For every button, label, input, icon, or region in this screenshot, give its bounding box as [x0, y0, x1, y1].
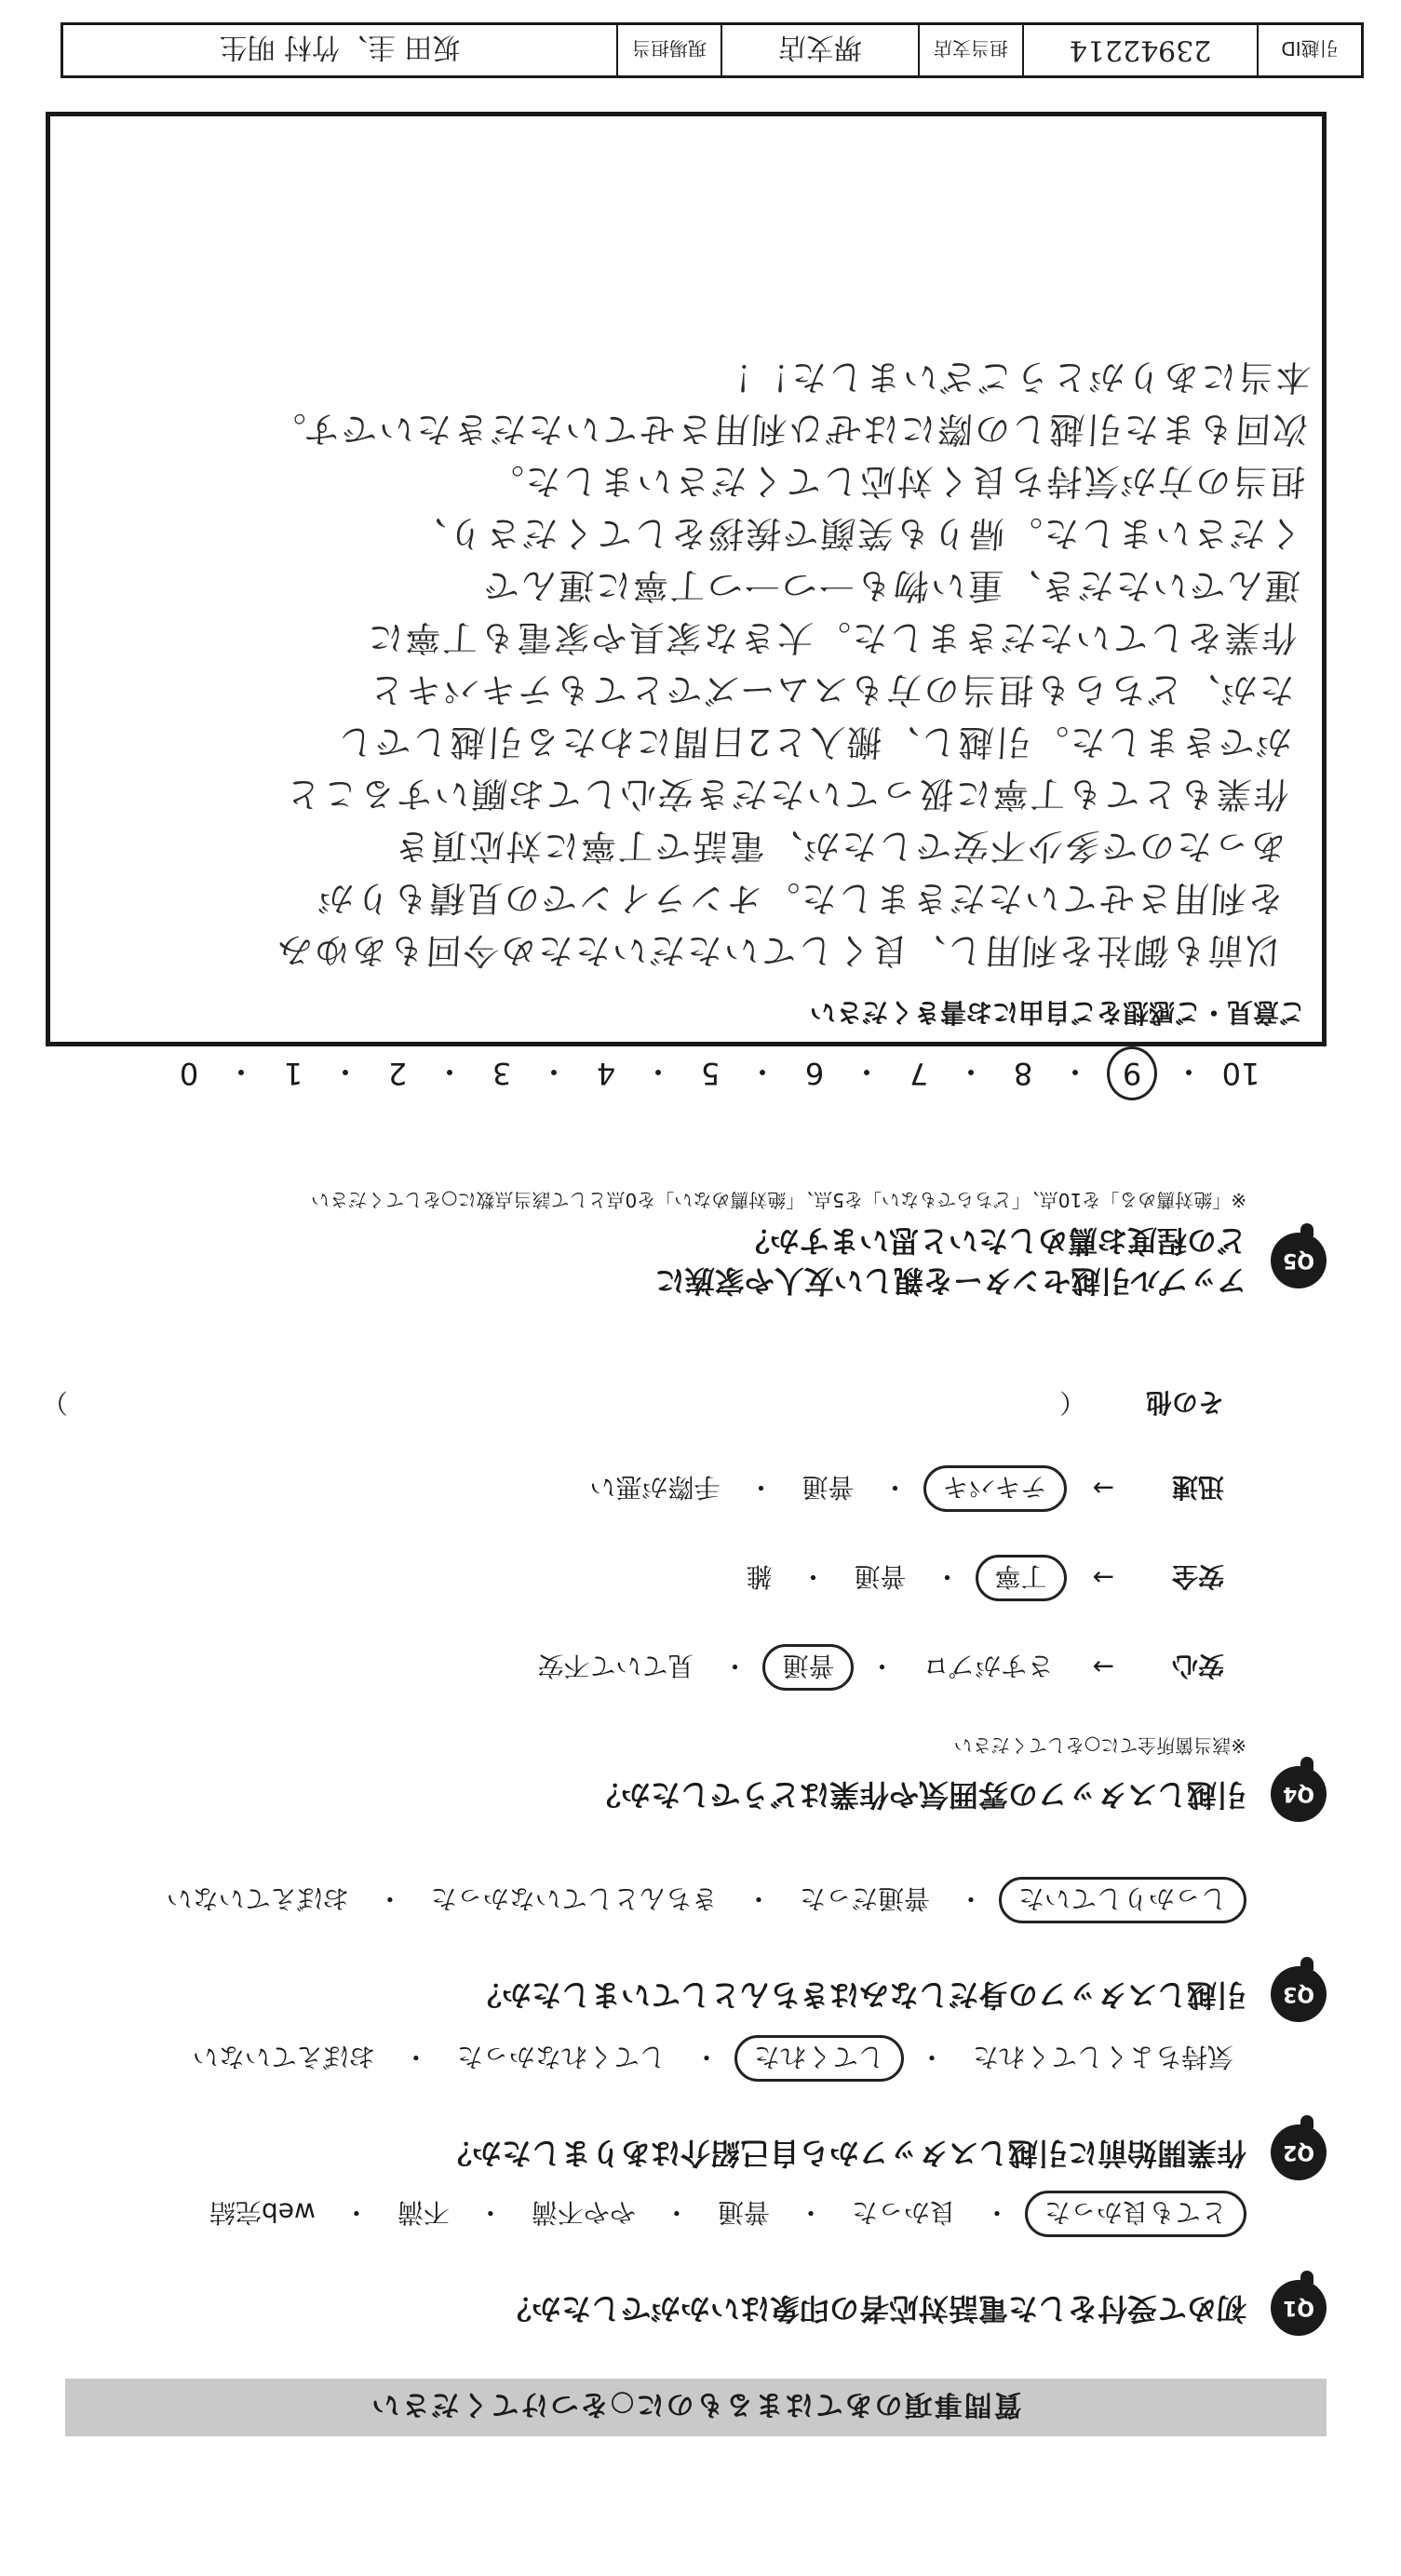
- q4-option[interactable]: 手際が悪い: [589, 1472, 721, 1503]
- q4-option[interactable]: 雑: [746, 1561, 773, 1592]
- q5-score[interactable]: 0: [179, 1056, 199, 1091]
- id-table: [61, 22, 1364, 78]
- q5-text-line2: どの程度お薦めしたいと思いますか？: [739, 1222, 1246, 1259]
- q5-score[interactable]: 3: [492, 1056, 512, 1091]
- comment-line: 運んでいただき、重い物も一つ一つ丁寧に運んで: [480, 565, 1301, 606]
- q1-option[interactable]: やや不満: [531, 2197, 636, 2228]
- q1-option[interactable]: web完結: [209, 2197, 316, 2228]
- q3-option[interactable]: きちんとしていなかった: [430, 1883, 718, 1914]
- q5-text-line1: アップル引越センターを親しい友人や家族に: [654, 1263, 1246, 1299]
- q3-option[interactable]: しっかりしていた: [999, 1877, 1246, 1923]
- q4-other-label: その他: [1145, 1387, 1224, 1418]
- q5-score[interactable]: 8: [1013, 1056, 1033, 1091]
- q4-other-open: （: [1059, 1387, 1086, 1418]
- q5-text: [655, 1221, 1246, 1301]
- q4-badge-icon: Q4: [1271, 1766, 1327, 1822]
- q4-row-jinsoku: 迅速 → テキパキ ・ 普通 ・ 手際が悪い: [42, 1465, 1224, 1512]
- q4-note: ※該当箇所全てに○をしてください: [953, 1734, 1246, 1757]
- comment-title: ご意見・ご感想をご自由にお書きください: [809, 997, 1305, 1028]
- comment-line: 作業をしていただきました。大きな家具や家電も丁寧に: [365, 617, 1299, 658]
- q4-row-anzen: 安全 → 丁寧 ・ 普通 ・ 雑: [42, 1555, 1224, 1601]
- comment-line: くださいました。帰りも笑顔で挨拶をしてくださり、: [408, 513, 1304, 554]
- comment-line: 作業もとても丁寧に扱っていただき安心してお願いすること: [282, 774, 1290, 815]
- comment-line: 本当にありがとうございました！！: [713, 357, 1313, 398]
- branch-value: 堺支店: [721, 25, 918, 75]
- q3-option[interactable]: おぼえていない: [166, 1883, 349, 1914]
- q5-score[interactable]: 7: [909, 1056, 929, 1091]
- comment-line: 以前も御社を利用し、良くしていただいたため今回もあゆみ: [274, 930, 1283, 971]
- q2-option[interactable]: 気持ちよくしてくれた: [972, 2042, 1233, 2072]
- comment-line: たが、どちらも担当の方もスムーズでとてもテキパキと: [366, 669, 1296, 710]
- q1-badge-icon: Q1: [1271, 2280, 1327, 2336]
- q4-option[interactable]: 普通: [802, 1472, 855, 1503]
- q4-category: 安全: [1171, 1561, 1224, 1592]
- arrow-right-icon: →: [1092, 1473, 1114, 1504]
- q1-text: 初めて受付をした電話対応者の印象はいかがでしたか？: [501, 2290, 1246, 2326]
- comment-line: を利用させていただきました。オンラインでの見積もりが: [315, 878, 1285, 919]
- q4-row-anshin: 安心 → さすがプロ ・ 普通 ・ 見ていて不安: [42, 1644, 1224, 1691]
- instruction-text: 質問事項のあてはまるものに○をつけてください: [370, 2388, 1022, 2421]
- question-3: [42, 1877, 1327, 2022]
- q3-option[interactable]: 普通だった: [799, 1883, 930, 1914]
- q5-score[interactable]: 1: [283, 1056, 303, 1091]
- q4-category: 迅速: [1171, 1472, 1224, 1503]
- handwritten-comment: [60, 351, 1312, 977]
- q1-option[interactable]: とても良かった: [1025, 2191, 1246, 2237]
- question-1: [42, 2191, 1327, 2336]
- q4-option[interactable]: 普通: [762, 1644, 854, 1691]
- q4-option[interactable]: テキパキ: [923, 1465, 1067, 1512]
- q1-option[interactable]: 普通: [717, 2197, 770, 2228]
- q5-score[interactable]: 10: [1221, 1056, 1260, 1091]
- q4-category: 安心: [1171, 1651, 1224, 1681]
- q4-option[interactable]: 普通: [854, 1561, 907, 1592]
- q1-option[interactable]: 不満: [397, 2197, 450, 2228]
- q5-score[interactable]: 6: [804, 1056, 825, 1091]
- q5-scale: 10 ・ 9 ・ 8 ・ 7 ・ 6 ・ 5 ・ 4 ・ 3 ・ 2 ・ 1 ・ 0: [168, 1046, 1261, 1100]
- staff-value: 坂田 圭、竹村 明生: [219, 31, 461, 63]
- q2-option[interactable]: してくれた: [734, 2035, 904, 2082]
- question-5: [42, 1188, 1327, 1301]
- q2-option[interactable]: してくれなかった: [456, 2042, 666, 2072]
- comment-line: あったので多少不安でしたが、電話で丁寧に対応頂き: [391, 826, 1287, 867]
- q4-option[interactable]: 見ていて不安: [537, 1651, 694, 1681]
- q4-row-other: [42, 1385, 1224, 1423]
- q4-text: 引越しスタッフの雰囲気や作業はどうでしたか？: [590, 1776, 1246, 1813]
- q5-score[interactable]: 2: [387, 1056, 408, 1091]
- q1-option[interactable]: 良かった: [851, 2197, 956, 2228]
- arrow-right-icon: →: [1092, 1652, 1114, 1683]
- q2-option[interactable]: おぼえていない: [192, 2042, 375, 2072]
- id-value: 23942214: [1022, 25, 1257, 75]
- staff-label: 現場担当: [616, 25, 721, 75]
- q2-badge-icon: Q2: [1271, 2124, 1327, 2180]
- q2-text: 作業開始前に引越しスタッフから自己紹介はありましたか？: [441, 2135, 1246, 2171]
- q4-other-close: ）: [42, 1387, 69, 1418]
- q2-options: 気持ちよくしてくれた ・ してくれた ・ してくれなかった ・ おぼえていない: [42, 2035, 1246, 2082]
- comment-box[interactable]: [46, 112, 1327, 1046]
- q4-option[interactable]: さすがプロ: [923, 1651, 1054, 1681]
- q5-score[interactable]: 9: [1107, 1046, 1157, 1100]
- arrow-right-icon: →: [1092, 1562, 1114, 1594]
- id-label: 引越ID: [1257, 25, 1361, 75]
- q5-note: ※「絶対薦める」を10点、「どちらでもない」を5点、「絶対薦めない」を0点として該当点数に○をしてください: [311, 1188, 1246, 1211]
- question-4: [42, 1385, 1327, 1822]
- comment-line: 担当の方が気持ち良く対応してくださいました。: [485, 461, 1307, 502]
- q4-option[interactable]: 丁寧: [976, 1555, 1067, 1601]
- q5-score[interactable]: 5: [700, 1056, 721, 1091]
- comment-line: 次回もまた引越しの際にはぜひ利用させていただきたいです。: [267, 409, 1310, 450]
- comment-line: ができました。引越し、搬入と2日間にわたる引越しでし: [335, 722, 1293, 762]
- branch-label: 担当支店: [918, 25, 1022, 75]
- q3-options: しっかりしていた ・ 普通だった ・ きちんとしていなかった ・ おぼえていない: [42, 1877, 1246, 1923]
- instruction-banner: [65, 2379, 1327, 2436]
- q1-options: とても良かった ・ 良かった ・ 普通 ・ やや不満 ・ 不満 ・ web完結: [42, 2191, 1246, 2237]
- q3-badge-icon: Q3: [1271, 1966, 1327, 2022]
- q5-score[interactable]: 4: [596, 1056, 616, 1091]
- question-2: [42, 2035, 1327, 2180]
- q5-badge-icon: Q5: [1271, 1233, 1327, 1288]
- q3-text: 引越しスタッフの身だしなみはきちんとしていましたか？: [471, 1976, 1246, 2013]
